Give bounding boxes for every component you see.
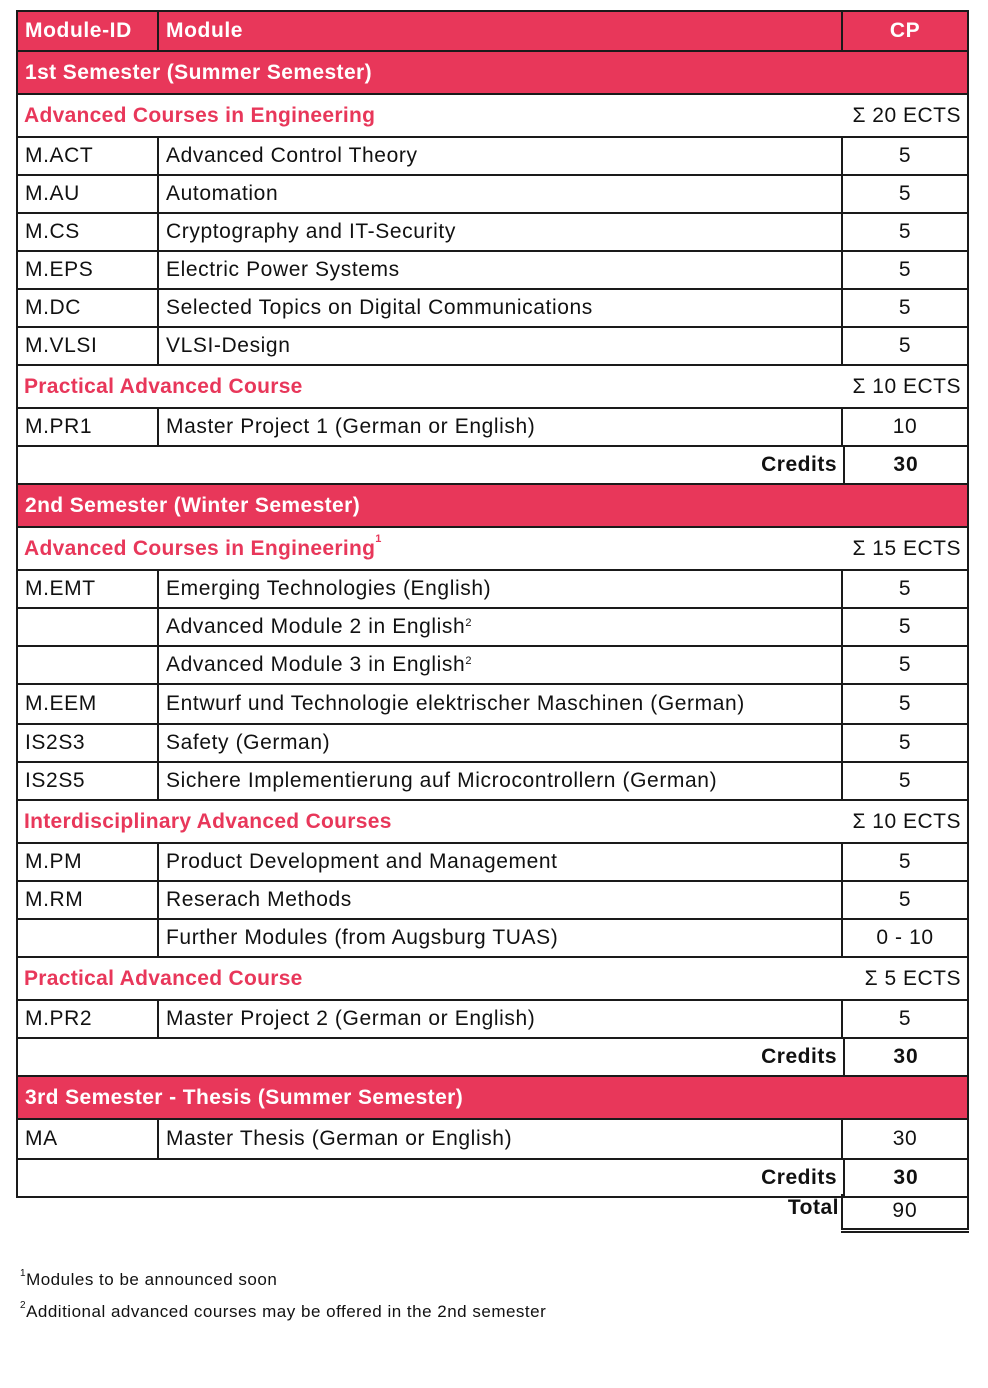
group-heading [16,95,969,138]
module-name-text: Advanced Module 3 in English [166,653,466,676]
module-cp: 5 [898,1007,912,1030]
total-double-underline [841,1228,969,1233]
module-name: Further Modules (from Augsburg TUAS) [159,920,843,956]
module-cp: 0 - 10 [876,926,934,949]
module-id: IS2S5 [18,763,159,799]
table-row [16,214,969,252]
table-row [16,409,969,447]
table-row [16,252,969,290]
footnote-marker: 2 [465,655,473,667]
group-ects: Σ 10 ECTS [852,809,961,833]
group-title: Practical Advanced Course [24,966,303,990]
module-id: M.EPS [18,252,159,288]
footnote-mark: 2 [20,1300,27,1311]
group-heading [16,801,969,844]
module-id: M.DC [18,290,159,326]
module-id: M.CS [18,214,159,250]
module-id: M.ACT [18,138,159,174]
header-cp: CP [889,19,921,42]
module-id: M.VLSI [18,328,159,364]
module-name: Emerging Technologies (English) [159,571,843,607]
table-row [16,685,969,725]
module-id [18,647,159,683]
credits-row [16,1039,969,1077]
semester-1-heading [16,52,969,95]
table-row [16,844,969,882]
module-name: VLSI-Design [159,328,843,364]
group-heading [16,958,969,1001]
table-row [16,1001,969,1039]
footnotes [20,1270,546,1334]
footnote-2 [20,1302,546,1322]
module-cp: 5 [898,182,912,205]
header-module-id: Module-ID [18,12,159,50]
group-title [24,532,382,561]
credits-label: Credits [761,1045,837,1068]
module-cp: 5 [898,692,912,715]
module-id: M.PR1 [18,409,159,445]
group-ects: Σ 15 ECTS [852,536,961,560]
module-name-text: Advanced Module 2 in English [166,615,466,638]
module-name: Advanced Control Theory [159,138,843,174]
module-cp: 5 [898,220,912,243]
table-row [16,1120,969,1160]
module-id: M.PR2 [18,1001,159,1037]
module-id: M.PM [18,844,159,880]
group-heading [16,528,969,571]
module-cp: 5 [898,888,912,911]
module-name: Product Development and Management [159,844,843,880]
module-name: Sichere Implementierung auf Microcontrollern (German) [159,763,843,799]
module-id: MA [18,1120,159,1158]
module-cp: 5 [898,653,912,676]
module-name: Electric Power Systems [159,252,843,288]
module-name: Automation [159,176,843,212]
group-title-text: Advanced Courses in Engineering [24,536,376,560]
footnote-text: Modules to be announced soon [26,1270,278,1289]
curriculum-table [16,10,969,1198]
table-row [16,328,969,366]
table-row [16,176,969,214]
table-row [16,882,969,920]
table-row [16,647,969,685]
module-cp: 5 [898,296,912,319]
table-row [16,138,969,176]
module-cp: 5 [898,850,912,873]
module-name: Selected Topics on Digital Communications [159,290,843,326]
module-name: Master Thesis (German or English) [159,1120,843,1158]
table-row [16,763,969,801]
module-name: Cryptography and IT-Security [159,214,843,250]
module-cp: 5 [898,577,912,600]
credits-label: Credits [761,453,837,476]
group-title: Advanced Courses in Engineering [24,103,376,127]
module-id: M.RM [18,882,159,918]
table-row [16,571,969,609]
footnote-mark: 1 [20,1268,27,1279]
credits-row [16,447,969,485]
semester-3-title: 3rd Semester - Thesis (Summer Semester) [25,1085,464,1109]
footnote-text: Additional advanced courses may be offered in the 2nd semester [26,1302,547,1321]
credits-value: 30 [843,447,967,483]
module-cp: 30 [892,1127,918,1150]
group-ects: Σ 5 ECTS [864,966,961,990]
total-row [16,1194,969,1236]
group-ects: Σ 20 ECTS [852,103,961,127]
module-id: M.AU [18,176,159,212]
header-module: Module [159,12,843,50]
group-ects: Σ 10 ECTS [852,374,961,398]
group-title: Interdisciplinary Advanced Courses [24,809,392,833]
module-id [18,920,159,956]
group-title: Practical Advanced Course [24,374,303,398]
semester-2-title: 2nd Semester (Winter Semester) [25,493,361,517]
semester-1-title: 1st Semester (Summer Semester) [25,60,372,84]
total-label: Total [787,1196,839,1219]
module-cp: 5 [898,144,912,167]
footnote-marker: 2 [465,617,473,629]
semester-2-heading [16,485,969,528]
footnote-marker: 1 [375,532,382,545]
module-id: IS2S3 [18,725,159,761]
module-cp: 5 [898,258,912,281]
table-row [16,725,969,763]
table-row [16,290,969,328]
table-row [16,920,969,958]
credits-value: 30 [843,1039,967,1075]
table-header [16,10,969,52]
group-heading [16,366,969,409]
module-cp: 5 [898,334,912,357]
module-name [159,609,843,645]
module-name: Entwurf und Technologie elektrischer Maschinen (German) [159,685,843,723]
module-name: Master Project 2 (German or English) [159,1001,843,1037]
footnote-1 [20,1270,546,1290]
module-id [18,609,159,645]
semester-3-heading [16,1077,969,1120]
module-name [159,647,843,683]
module-cp: 5 [898,769,912,792]
module-cp: 5 [898,615,912,638]
module-id: M.EMT [18,571,159,607]
module-name: Reserach Methods [159,882,843,918]
credits-value: 30 [843,1160,967,1196]
credits-label: Credits [761,1166,837,1189]
module-name: Master Project 1 (German or English) [159,409,843,445]
credits-row [16,1160,969,1198]
module-id: M.EEM [18,685,159,723]
module-cp: 5 [898,731,912,754]
total-value: 90 [841,1194,969,1228]
module-cp: 10 [892,415,918,438]
table-row [16,609,969,647]
module-name: Safety (German) [159,725,843,761]
